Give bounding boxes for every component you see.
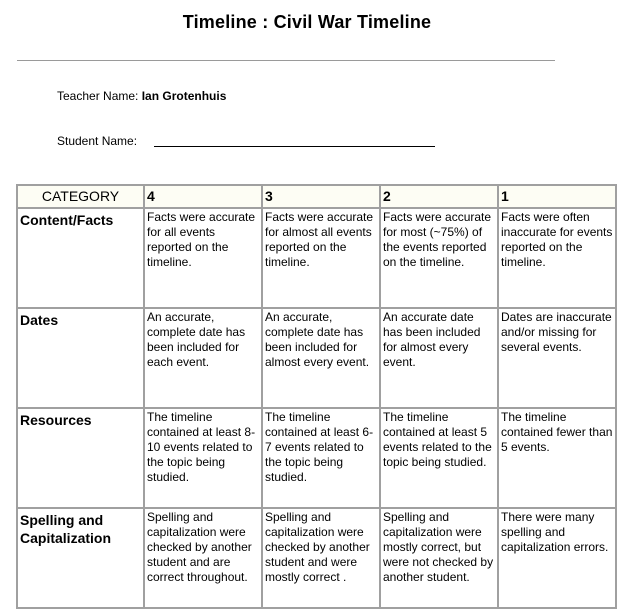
- rubric-cell: The timeline contained at least 5 events related to the topic being studied.: [380, 408, 498, 508]
- teacher-name-label: Teacher Name:: [57, 89, 139, 103]
- header-score-1: 1: [498, 185, 616, 208]
- rubric-cell: There were many spelling and capitalization errors.: [498, 508, 616, 608]
- rubric-cell: The timeline contained fewer than 5 events.: [498, 408, 616, 508]
- rubric-cell: Spelling and capitalization were checked by another student and are correct throughout.: [144, 508, 262, 608]
- rubric-cell: The timeline contained at least 8-10 events related to the topic being studied.: [144, 408, 262, 508]
- rubric-row-resources: [17, 408, 616, 508]
- rubric-table: [16, 184, 617, 609]
- rubric-cell: Facts were accurate for all events reported on the timeline.: [144, 208, 262, 308]
- rubric-cell: Spelling and capitalization were checked by another student and were mostly correct .: [262, 508, 380, 608]
- row-category: Resources: [17, 408, 144, 508]
- rubric-row-spelling: [17, 508, 616, 608]
- header-score-4: 4: [144, 185, 262, 208]
- rubric-row-content-facts: [17, 208, 616, 308]
- row-category: Dates: [17, 308, 144, 408]
- page-title: Timeline : Civil War Timeline: [182, 12, 432, 32]
- rubric-cell: Facts were accurate for most (~75%) of the events reported on the timeline.: [380, 208, 498, 308]
- row-category: Spelling and Capitalization: [17, 508, 144, 608]
- header-category: CATEGORY: [17, 185, 144, 208]
- rubric-header-row: [17, 185, 616, 208]
- teacher-name-value: Ian Grotenhuis: [141, 89, 227, 103]
- teacher-name-field: [57, 89, 226, 103]
- student-name-label: Student Name:: [57, 134, 138, 148]
- rubric-cell: An accurate date has been included for almost every event.: [380, 308, 498, 408]
- rubric-cell: An accurate, complete date has been included for almost every event.: [262, 308, 380, 408]
- header-score-3: 3: [262, 185, 380, 208]
- title-divider: [17, 60, 555, 61]
- rubric-cell: Facts were often inaccurate for events reported on the timeline.: [498, 208, 616, 308]
- rubric-cell: Dates are inaccurate and/or missing for several events.: [498, 308, 616, 408]
- student-name-blank-line: [154, 146, 435, 147]
- rubric-cell: The timeline contained at least 6-7 events related to the topic being studied.: [262, 408, 380, 508]
- student-name-field: [57, 134, 137, 148]
- header-score-2: 2: [380, 185, 498, 208]
- rubric-row-dates: [17, 308, 616, 408]
- rubric-cell: An accurate, complete date has been included for each event.: [144, 308, 262, 408]
- rubric-cell: Facts were accurate for almost all events reported on the timeline.: [262, 208, 380, 308]
- rubric-cell: Spelling and capitalization were mostly correct, but were not checked by another student.: [380, 508, 498, 608]
- row-category: Content/Facts: [17, 208, 144, 308]
